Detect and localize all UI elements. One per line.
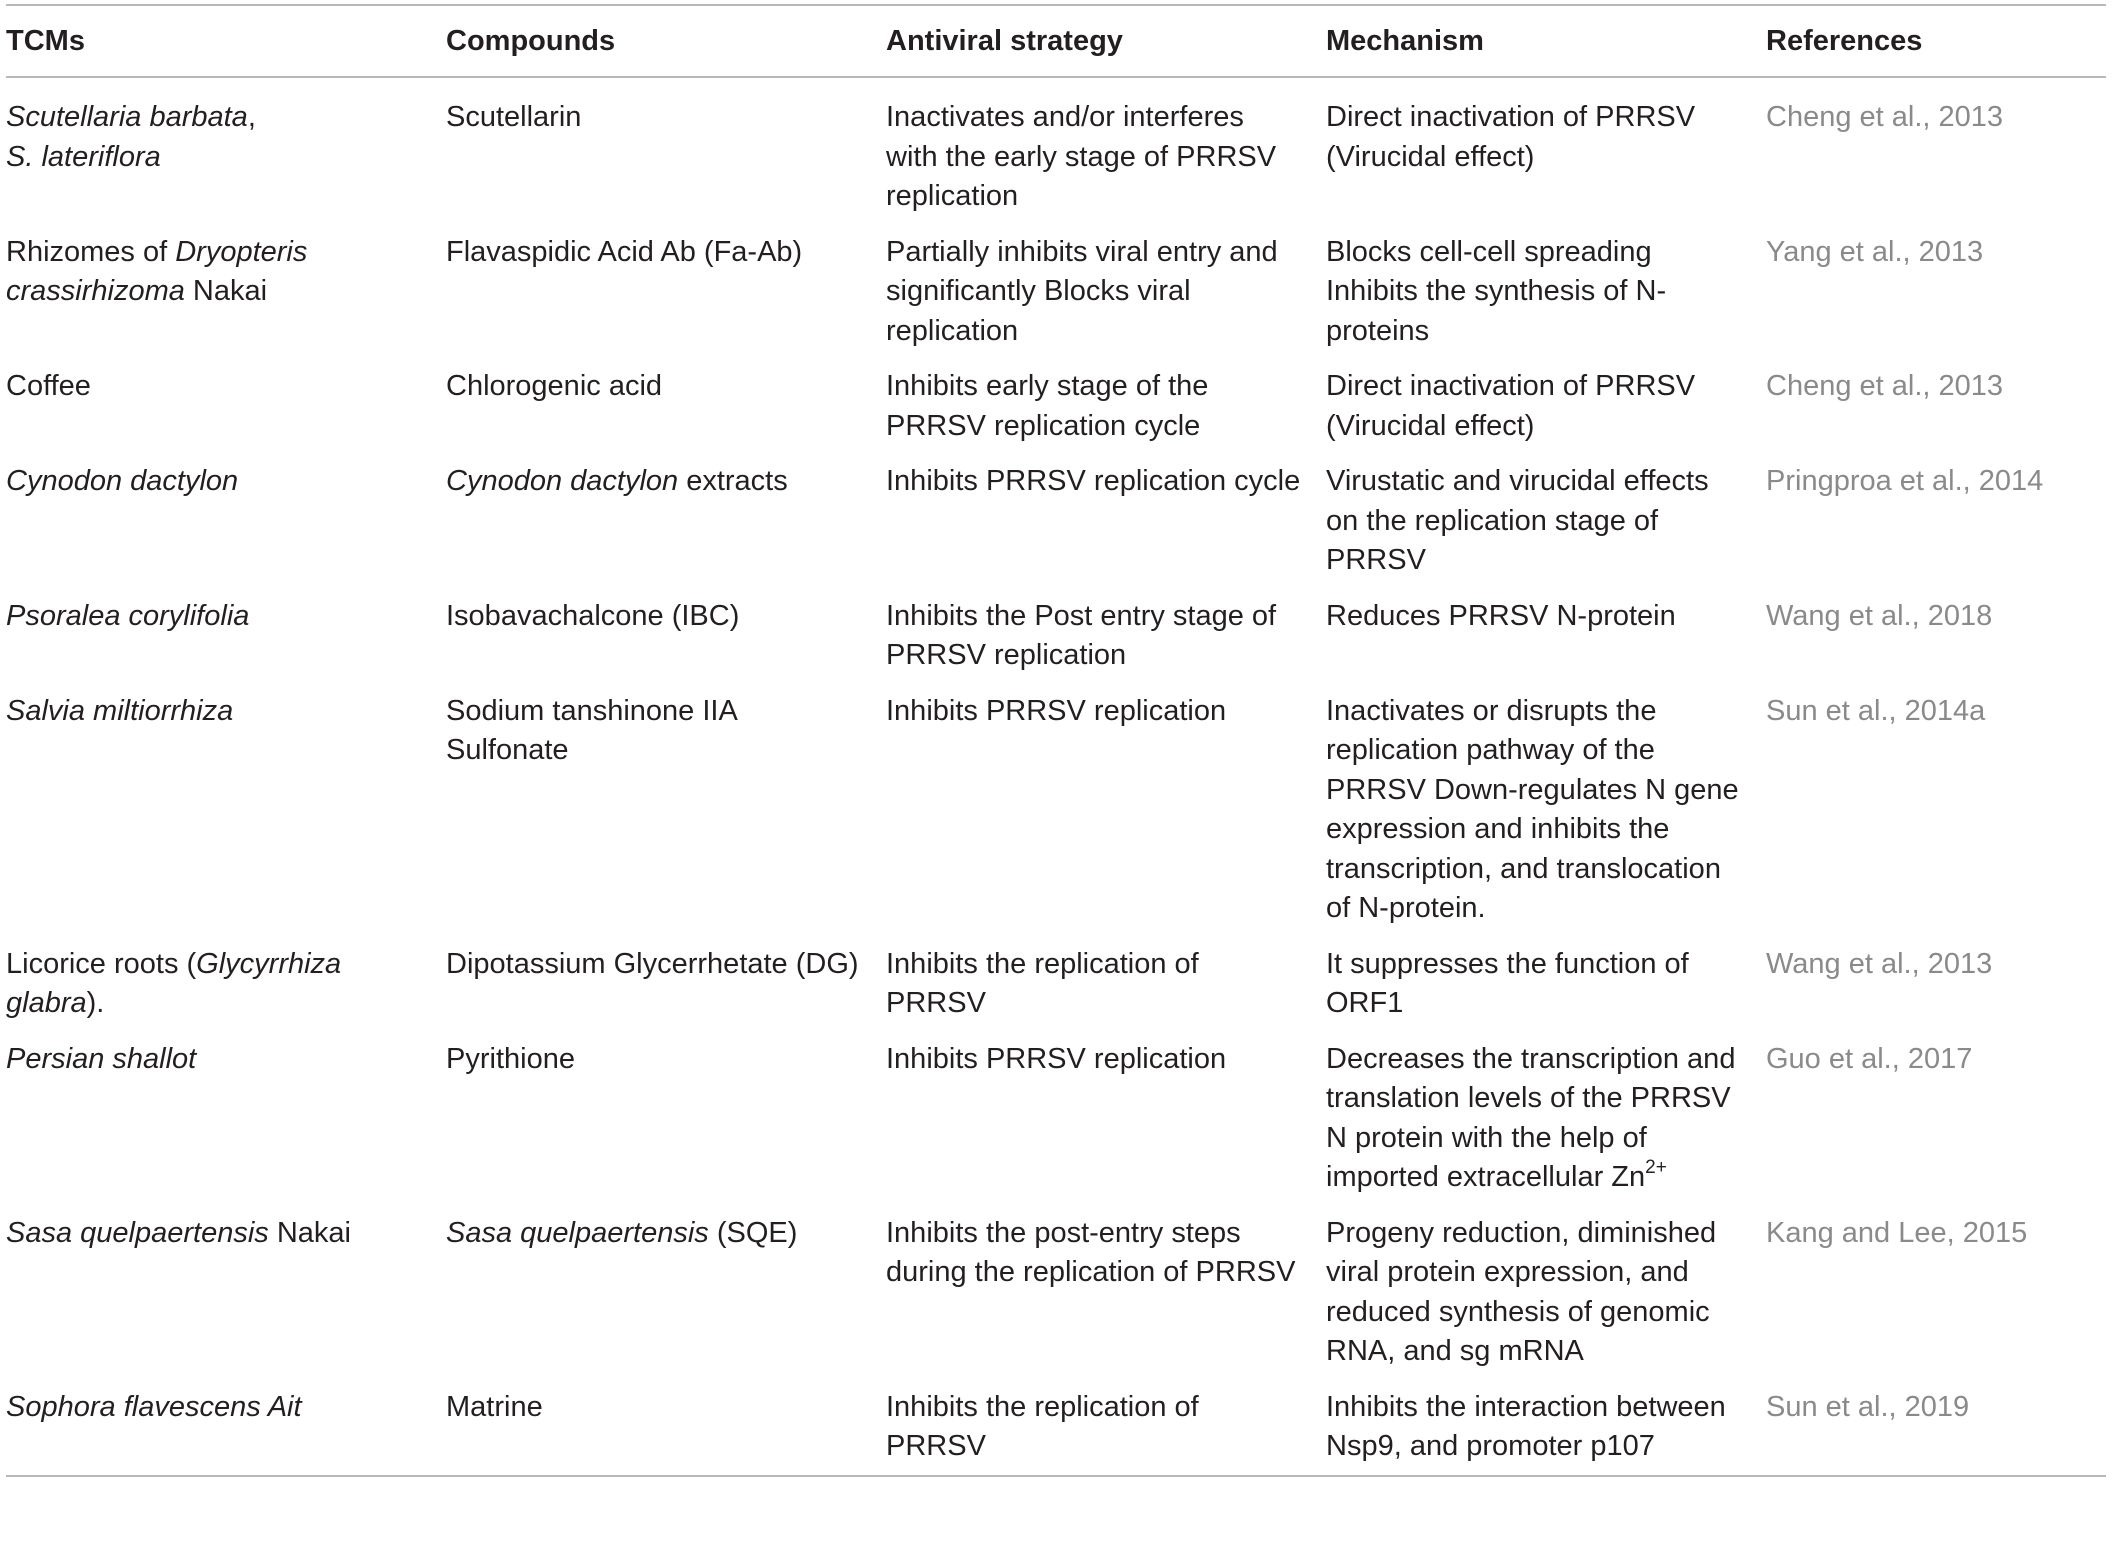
cell-reference: Cheng et al., 2013: [1766, 101, 2004, 133]
table-row: [6, 1206, 2106, 1380]
cell-mechanism: [1326, 1032, 1766, 1206]
compound-text: (SQE): [708, 1216, 798, 1249]
cell-tcm: [6, 225, 446, 360]
cell-reference: Sun et al., 2014a: [1766, 694, 1986, 727]
cell-tcm: [6, 684, 446, 937]
cell-compound: [446, 454, 886, 589]
cell-reference: Wang et al., 2018: [1766, 599, 1993, 632]
table-row: [6, 1380, 2106, 1476]
cell-tcm: [6, 77, 446, 225]
cell-compound: Scutellarin: [446, 101, 582, 133]
cell-strategy: Inhibits PRRSV replication: [886, 694, 1227, 727]
tcm-italic: Sophora flavescens Ait: [6, 1390, 302, 1423]
cell-compound: Matrine: [446, 1390, 543, 1423]
cell-mechanism: Reduces PRRSV N-protein: [1326, 599, 1676, 632]
header-references: References: [1766, 24, 1923, 57]
cell-strategy: Inhibits PRRSV replication cycle: [886, 465, 1301, 497]
cell-compound: Sodium tanshinone IIA Sulfonate: [446, 694, 737, 766]
tcm-text: Rhizomes of: [6, 235, 176, 268]
cell-reference: Pringproa et al., 2014: [1766, 465, 2044, 497]
cell-mechanism: Inactivates or disrupts the replication pathway of the PRRSV Down-regulates N gene expression and inhibits the transcription, and translocation of N-protein.: [1326, 694, 1739, 924]
cell-mechanism: Direct inactivation of PRRSV (Virucidal effect): [1326, 370, 1696, 442]
tcm-text: ,: [247, 101, 256, 133]
superscript-charge: 2+: [1645, 1157, 1667, 1179]
cell-strategy: Inactivates and/or interferes with the early stage of PRRSV replication: [886, 101, 1277, 212]
header-compounds: Compounds: [446, 24, 616, 57]
tcm-italic: Psoralea corylifolia: [6, 599, 250, 632]
cell-compound: [446, 1206, 886, 1380]
table-header-row: [6, 5, 2106, 77]
cell-strategy: Inhibits the Post entry stage of PRRSV replication: [886, 599, 1277, 671]
tcm-italic: Persian shallot: [6, 1042, 197, 1075]
table-row: [6, 1032, 2106, 1206]
cell-tcm: [6, 937, 446, 1032]
cell-reference: Kang and Lee, 2015: [1766, 1216, 2028, 1249]
tcm-italic: Cynodon dactylon: [6, 465, 239, 497]
cell-reference: Sun et al., 2019: [1766, 1390, 1970, 1423]
cell-reference: Wang et al., 2013: [1766, 947, 1993, 980]
compound-italic: Cynodon dactylon: [446, 465, 679, 497]
tcm-text: Licorice roots (: [6, 947, 197, 980]
table-row: [6, 225, 2106, 360]
cell-compound: Flavaspidic Acid Ab (Fa-Ab): [446, 235, 803, 268]
tcm-text: Nakai: [184, 275, 268, 307]
table-row: [6, 454, 2106, 589]
tcm-italic: Sasa quelpaertensis: [6, 1216, 269, 1249]
tcm-italic: Dryopteris crassirhizoma: [6, 235, 308, 307]
cell-compound: Pyrithione: [446, 1042, 575, 1075]
cell-reference: Yang et al., 2013: [1766, 235, 1984, 268]
header-mechanism: Mechanism: [1326, 24, 1484, 57]
cell-strategy: Inhibits the replication of PRRSV: [886, 947, 1199, 1019]
table-row: [6, 684, 2106, 937]
table-row: [6, 77, 2106, 225]
cell-mechanism: Inhibits the interaction between Nsp9, and promoter p107: [1326, 1390, 1726, 1462]
tcm-text: Nakai: [268, 1216, 351, 1249]
cell-tcm: [6, 589, 446, 684]
cell-tcm: Coffee: [6, 370, 91, 402]
cell-strategy: Inhibits the post-entry steps during the replication of PRRSV: [886, 1216, 1296, 1288]
compound-italic: Sasa quelpaertensis: [446, 1216, 709, 1249]
cell-mechanism: Blocks cell-cell spreading Inhibits the synthesis of N-proteins: [1326, 235, 1667, 347]
cell-mechanism: It suppresses the function of ORF1: [1326, 947, 1689, 1019]
tcm-italic: S. lateriflora: [6, 140, 161, 173]
table-row: [6, 937, 2106, 1032]
compound-text: extracts: [678, 465, 788, 497]
cell-strategy: Inhibits PRRSV replication: [886, 1042, 1227, 1075]
cell-tcm: [6, 1206, 446, 1380]
cell-compound: Isobavachalcone (IBC): [446, 599, 740, 632]
cell-strategy: Partially inhibits viral entry and significantly Blocks viral replication: [886, 235, 1278, 347]
cell-tcm: [6, 454, 446, 589]
cell-tcm: [6, 1032, 446, 1206]
tcm-antiviral-table: [6, 4, 2106, 1477]
header-antiviral-strategy: Antiviral strategy: [886, 24, 1123, 57]
cell-strategy: Inhibits early stage of the PRRSV replication cycle: [886, 370, 1209, 442]
tcm-text: ).: [86, 987, 105, 1019]
cell-reference: Cheng et al., 2013: [1766, 370, 2004, 402]
cell-compound: Chlorogenic acid: [446, 370, 663, 402]
tcm-italic: Glycyrrhiza glabra: [6, 947, 342, 1019]
cell-mechanism: Virustatic and virucidal effects on the replication stage of PRRSV: [1326, 465, 1709, 576]
table-row: [6, 589, 2106, 684]
cell-mechanism: Direct inactivation of PRRSV (Virucidal effect): [1326, 101, 1696, 173]
tcm-italic: Scutellaria barbata: [6, 101, 248, 133]
cell-strategy: Inhibits the replication of PRRSV: [886, 1390, 1199, 1462]
cell-compound: Dipotassium Glycerrhetate (DG): [446, 947, 859, 980]
cell-mechanism: Progeny reduction, diminished viral protein expression, and reduced synthesis of genomic RNA, and sg mRNA: [1326, 1216, 1717, 1367]
tcm-italic: Salvia miltiorrhiza: [6, 694, 234, 727]
table-row: [6, 359, 2106, 454]
header-tcms: TCMs: [6, 24, 85, 57]
mechanism-text: Decreases the transcription and translation levels of the PRRSV N protein with the help of imported extracellular Zn: [1326, 1042, 1736, 1193]
cell-reference: Guo et al., 2017: [1766, 1042, 1973, 1075]
cell-tcm: [6, 1380, 446, 1476]
